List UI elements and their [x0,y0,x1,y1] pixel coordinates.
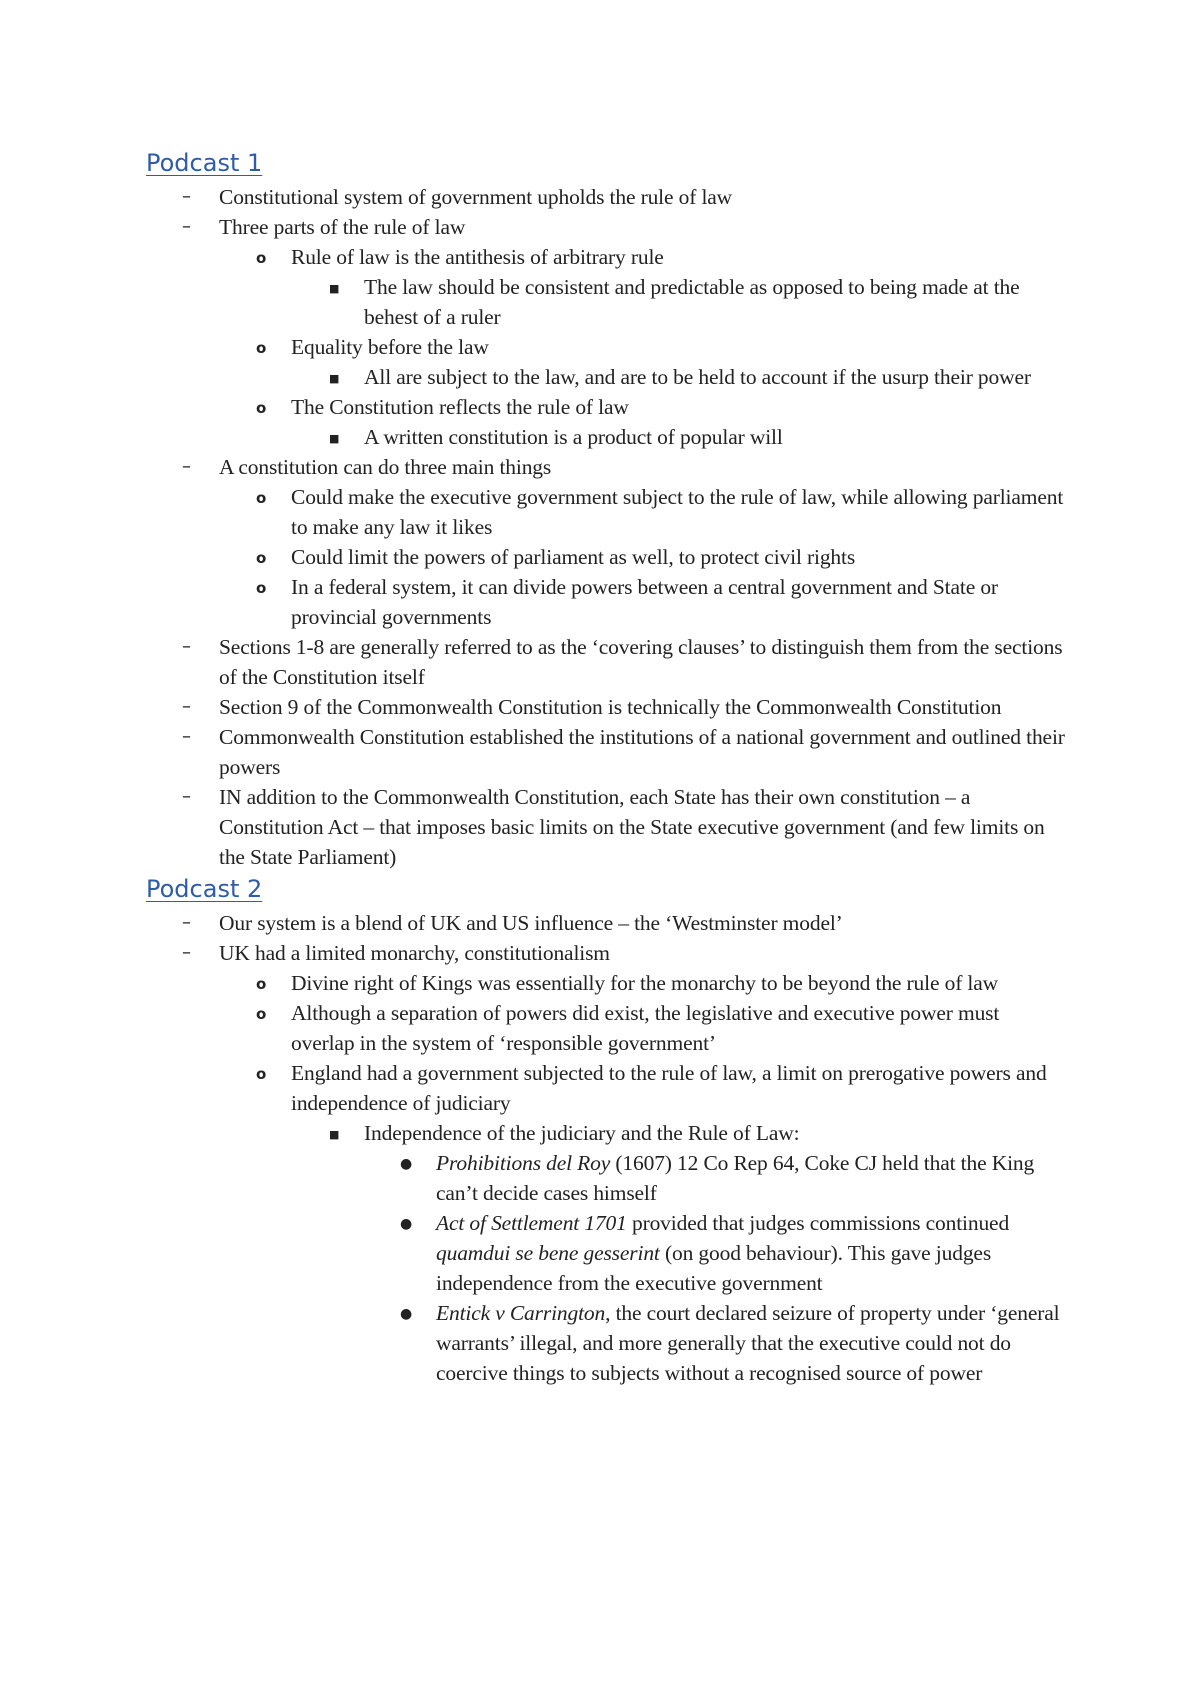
square-bullet-icon: ■ [329,282,340,295]
list-item: o England had a government subjected to the rule of law, a limit on prerogative powers and independence of judiciary [256,1061,1047,1115]
square-bullet-icon: ■ [329,372,340,385]
dash-bullet-icon: – [182,726,191,747]
list-item: – Three parts of the rule of law [146,212,1066,242]
list-item: ■ All are subject to the law, and are to be held to account if the usurp their power [146,362,1066,392]
list-item: ■ A written constitution is a product of popular will [146,422,1066,452]
circle-bullet-icon: o [256,1065,267,1083]
dash-bullet-icon: – [182,216,191,237]
dash-bullet-icon: – [182,942,191,963]
list-item: o Equality before the law [146,332,1066,362]
case-item: ● Prohibitions del Roy (1607) 12 Co Rep 64, Coke CJ held that the King can’t decide cases himself [400,1151,1035,1205]
circle-bullet-icon: o [256,975,267,993]
dash-bullet-icon: – [182,786,191,807]
dash-bullet-icon: – [182,912,191,933]
dot-bullet-icon: ● [400,1306,413,1322]
list-item: – Section 9 of the Commonwealth Constitution is technically the Commonwealth Constitution [146,692,1066,722]
list-item: o In a federal system, it can divide powers between a central government and State or provincial governments [256,575,998,629]
circle-bullet-icon: o [256,579,267,597]
list-item: – A constitution can do three main things [146,452,1066,482]
list-item: o Rule of law is the antithesis of arbitrary rule [146,242,1066,272]
circle-bullet-icon: o [256,549,267,567]
list-item: – UK had a limited monarchy, constitutionalism [146,938,1066,968]
square-bullet-icon: ■ [329,1128,340,1141]
circle-bullet-icon: o [256,399,267,417]
document-content [146,146,1066,1388]
case-item: ● Entick v Carrington, the court declared seizure of property under ‘general warrants’ illegal, and more generally that the executive could not do coercive things to subjects without a recognised source of power [400,1301,1060,1385]
dash-bullet-icon: – [182,636,191,657]
list-item: ■ Independence of the judiciary and the Rule of Law: [146,1118,1066,1148]
circle-bullet-icon: o [256,1005,267,1023]
square-bullet-icon: ■ [329,432,340,445]
podcast-1-heading: Podcast 1 [146,149,263,177]
list-item: o Although a separation of powers did exist, the legislative and executive power must overlap in the system of ‘responsible government’ [256,1001,1000,1055]
list-item: – Commonwealth Constitution established the institutions of a national government and outlined their powers [146,722,1066,782]
circle-bullet-icon: o [256,339,267,357]
list-item: o The Constitution reflects the rule of law [146,392,1066,422]
circle-bullet-icon: o [256,489,267,507]
list-item: – Our system is a blend of UK and US influence – the ‘Westminster model’ [146,908,1066,938]
case-item: ● Act of Settlement 1701 provided that judges commissions continued quamdui se bene gesserint (on good behaviour). This gave judges independence from the executive government [400,1211,1010,1295]
list-item: o Could limit the powers of parliament as well, to protect civil rights [146,542,1066,572]
dot-bullet-icon: ● [400,1156,413,1172]
list-item: ■ The law should be consistent and predictable as opposed to being made at the behest of a ruler [329,275,1020,329]
list-item: o Divine right of Kings was essentially for the monarchy to be beyond the rule of law [146,968,1066,998]
list-item: – Sections 1-8 are generally referred to as the ‘covering clauses’ to distinguish them from the sections of the Constitution itself [146,632,1066,692]
dot-bullet-icon: ● [400,1216,413,1232]
dash-bullet-icon: – [182,696,191,717]
dash-bullet-icon: – [182,456,191,477]
list-item: – IN addition to the Commonwealth Constitution, each State has their own constitution – a Constitution Act – that imposes basic limits on the State executive government (and few limits on the State Parliament) [146,782,1066,872]
dash-bullet-icon: – [182,186,191,207]
list-item: o Could make the executive government subject to the rule of law, while allowing parliament to make any law it likes [256,485,1064,539]
list-item: – Constitutional system of government upholds the rule of law [146,182,1066,212]
circle-bullet-icon: o [256,249,267,267]
podcast-2-heading: Podcast 2 [146,875,263,903]
